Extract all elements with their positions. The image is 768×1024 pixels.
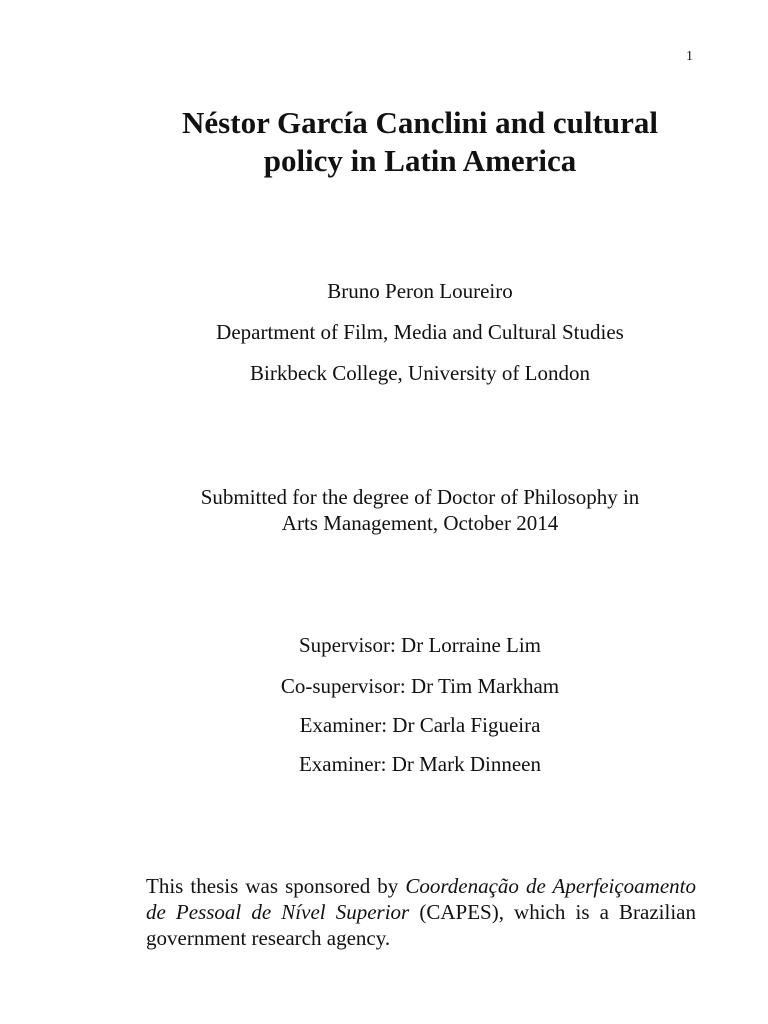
sponsoring-agency: Coordenação de Aperfeiçoamento de Pessoal de Nível Superior	[146, 874, 696, 924]
sponsorship-suffix: (CAPES), which is a Brazilian government research agency.	[146, 900, 696, 950]
examiner-1: Examiner: Dr Carla Figueira	[299, 713, 541, 737]
sponsorship-prefix: This thesis was sponsored by	[146, 874, 406, 898]
author-name: Bruno Peron Loureiro	[327, 279, 513, 303]
submission-line-1: Submitted for the degree of Doctor of Philosophy in	[200, 485, 640, 509]
title-line-1: Néstor García Canclini and cultural	[182, 105, 658, 140]
page-number: 1	[686, 49, 693, 64]
author-department: Department of Film, Media and Cultural Studies	[216, 320, 624, 344]
title-line-2: policy in Latin America	[263, 143, 577, 178]
author-institution: Birkbeck College, University of London	[249, 361, 591, 385]
supervisor: Supervisor: Dr Lorraine Lim	[298, 633, 542, 657]
examiner-2: Examiner: Dr Mark Dinneen	[298, 752, 541, 776]
co-supervisor: Co-supervisor: Dr Tim Markham	[280, 674, 560, 698]
submission-line-2: Arts Management, October 2014	[281, 511, 559, 535]
sponsorship-statement	[146, 873, 696, 951]
thesis-title	[100, 104, 740, 180]
